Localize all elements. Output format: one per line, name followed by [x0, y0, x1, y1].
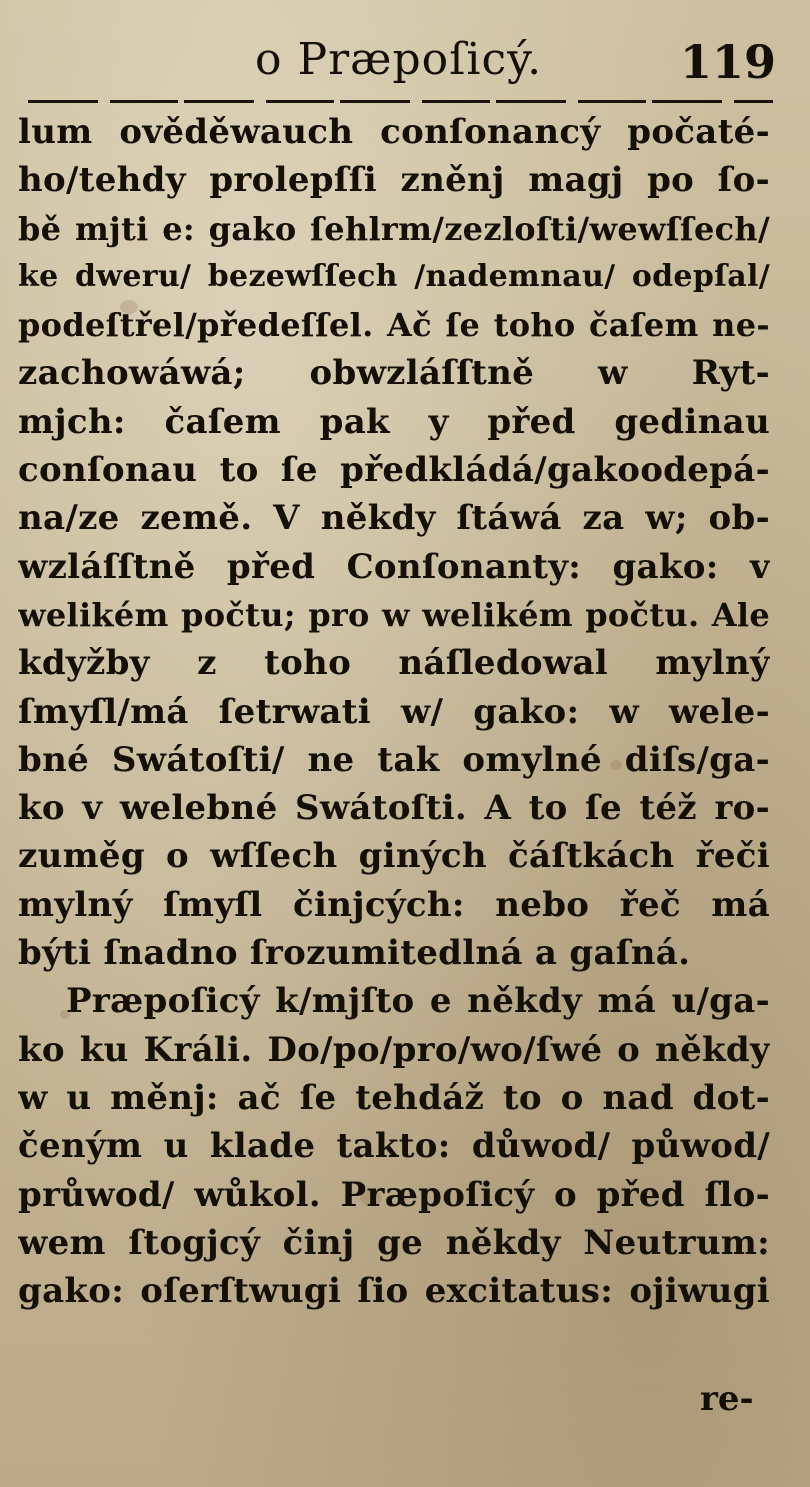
running-title: o Præpoſicý. — [255, 34, 543, 85]
text-line: ke dweru/ bezewſſech /nademnau/ odepſal/ — [18, 258, 770, 294]
text-line: ſmyſl/má ſetrwati w/ gako: w wele- — [18, 691, 770, 732]
text-line: bě mjti e: gako ſehlrm/zezloſti/wewſſech/ — [18, 209, 770, 248]
text-line: čeným u klade takto: důwod/ půwod/ — [18, 1126, 770, 1167]
text-line: zachowáwá; obwzláſſtně w Ryt- — [18, 353, 770, 394]
text-line: ho/tehdy prolepſſi zněnj magj po ſo- — [18, 160, 770, 201]
text-line: průwod/ wůkol. Præpoſicý o před ſlo- — [18, 1174, 770, 1215]
text-line: ko ku Králi. Do/po/pro/wo/ſwé o někdy — [18, 1029, 770, 1070]
text-line: na/ze země. V někdy ſtáwá za w; ob- — [18, 498, 770, 539]
text-line: Præpoſicý k/mjſto e někdy má u/ga- — [66, 981, 770, 1022]
text-line: wzláſſtně před Conſonanty: gako: v — [18, 546, 770, 587]
text-line: bné Swátoſti/ ne tak omylné diſs/ga- — [18, 739, 770, 780]
text-line: w u měnj: ač ſe tehdáž to o nad dot- — [18, 1077, 770, 1118]
header-rule — [28, 100, 773, 103]
text-line: mjch: čaſem pak y před gedinau — [18, 401, 770, 442]
catchword: re- — [700, 1379, 754, 1419]
text-line: ko v welebné Swátoſti. A to ſe též ro- — [18, 788, 770, 829]
page-number: 119 — [680, 35, 777, 89]
text-line: býti ſnadno ſrozumitedlná a gaſná. — [18, 933, 691, 974]
text-line: wem ſtogjcý činj ge někdy Neutrum: — [18, 1222, 770, 1263]
text-line: kdyžby z toho náſledowal mylný — [18, 643, 770, 684]
page-header — [0, 30, 810, 90]
body-text — [18, 108, 770, 1315]
text-line: mylný ſmyſl činjcých: nebo řeč má — [18, 884, 770, 925]
text-line: lum ověděwauch conſonancý počaté- — [18, 112, 770, 152]
text-line: welikém počtu; pro w welikém počtu. Ale — [18, 595, 770, 634]
text-line: zuměg o wſſech giných čáſtkách řeči — [18, 836, 770, 877]
text-line: podeſtřel/předeſſel. Ač ſe toho čaſem ne- — [18, 306, 770, 345]
text-line: gako: oſerſtwugi ſio excitatus: ojiwugi — [18, 1271, 770, 1312]
text-line: conſonau to ſe předkládá/gakoodepá- — [18, 450, 770, 491]
